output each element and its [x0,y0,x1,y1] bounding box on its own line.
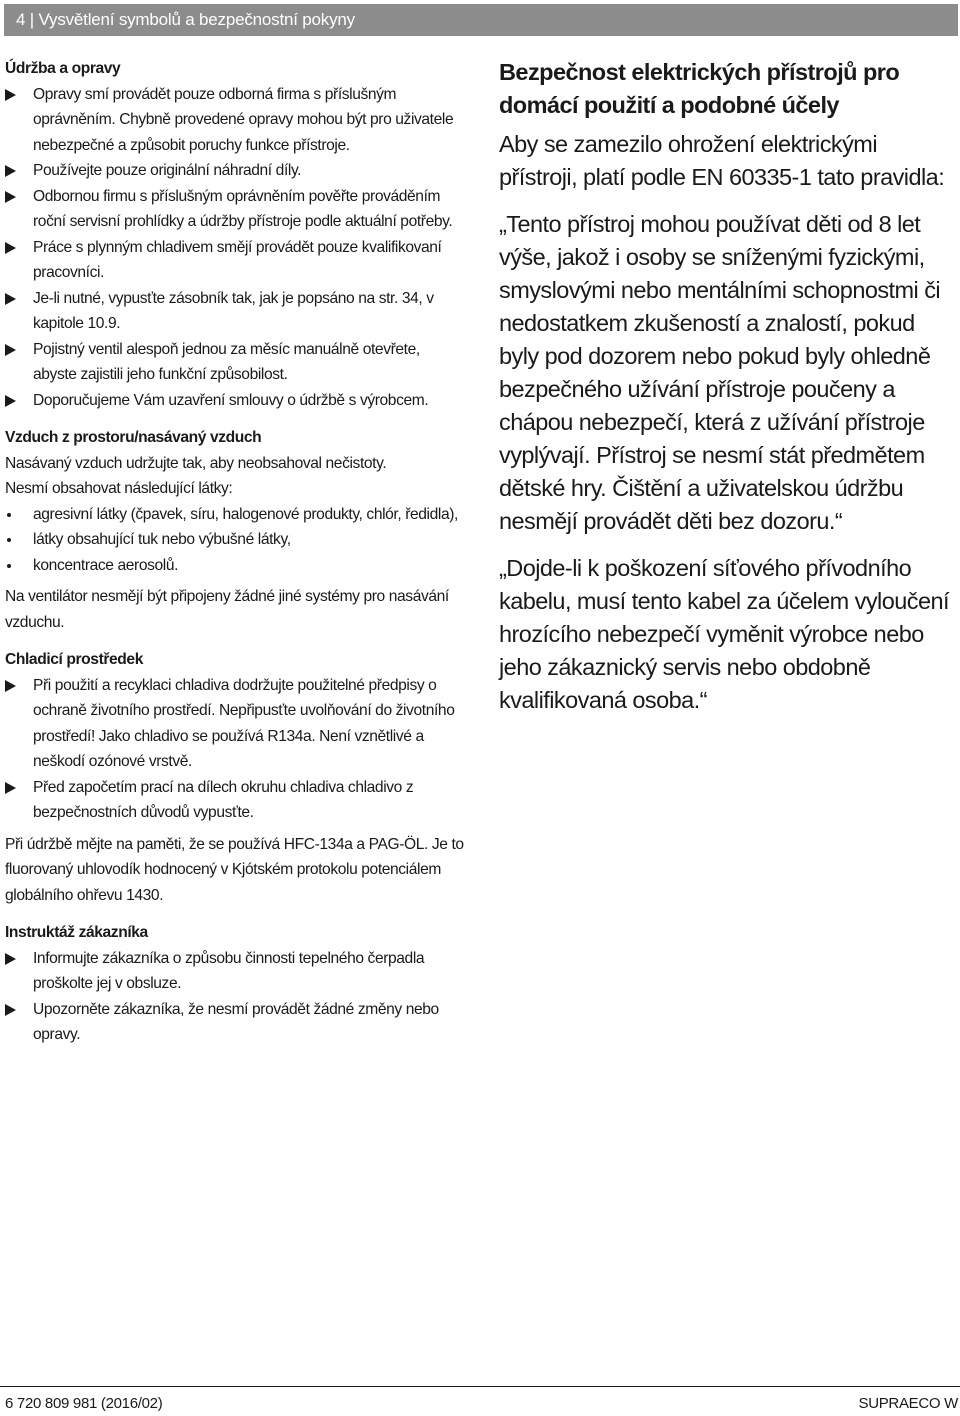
list-item [5,158,467,184]
paragraph: Při údržbě mějte na paměti, že se používá HFC-134a a PAG-ÖL. Je to fluorovaný uhlovodík hodnocený v Kjótském protokolu potenciálem globálního ohřevu 1430. [5,835,464,904]
list-item-text: Odbornou firmu s příslušným oprávněním pověřte prováděním roční servisní prohlídky a údržby přístroje podle aktuální potřeby. [33,187,453,230]
list-item [5,235,467,286]
arrow-bullet-icon [5,165,16,177]
list-item-text: Opravy smí provádět pouze odborná firma s příslušným oprávněním. Chybně provedené opravy mohou být pro uživatele nebezpečné a způsobit poruchy funkce přístroje. [33,85,454,154]
arrow-bullet-icon [5,344,16,356]
dot-bullet-icon [7,513,11,517]
list-item-text: Je-li nutné, vypusťte zásobník tak, jak je popsáno na str. 34, v kapitole 10.9. [33,289,434,332]
list-item [5,337,467,388]
list-item [5,82,467,159]
list-item-text: Pojistný ventil alespoň jednou za měsíc manuálně otevřete, abyste zajistili jeho funkční způsobilost. [33,340,420,383]
section-heading: Chladicí prostředek [5,651,143,668]
quote-paragraph: „Dojde-li k poškození síťového přívodního kabelu, musí tento kabel za účelem vyloučení hrozícího nebezpečí vyměnit výrobce nebo jeho zákaznický servis nebo obdobně kvalifikovaná osoba.“ [499,555,949,713]
section-heading: Bezpečnost elektrických přístrojů pro domácí použití a podobné účely [499,59,900,118]
list-item [5,286,467,337]
arrow-bullet-icon [5,680,16,692]
left-column [5,56,467,1060]
section-instruction [5,920,467,1048]
list-item-text: Používejte pouze originální náhradní díly. [33,162,302,179]
section-refrigerant [5,647,467,908]
list-item [5,946,467,997]
paragraph: Nesmí obsahovat následující látky: [5,480,233,497]
page-header-title: 4 | Vysvětlení symbolů a bezpečnostní pokyny [16,10,355,29]
list-item-text: koncentrace aerosolů. [33,556,179,574]
section-maintenance [5,56,467,413]
list-item [5,502,467,528]
section-heading: Instruktáž zákazníka [5,924,148,941]
list-item-text: agresivní látky (čpavek, síru, halogenové produkty, chlór, ředidla), [33,505,458,523]
list-item-text: Informujte zákazníka o způsobu činnosti tepelného čerpadla proškolte jej v obsluze. [33,949,425,992]
section-heading: Vzduch z prostoru/nasávaný vzduch [5,429,262,446]
list-item-text: Při použití a recyklaci chladiva dodržujte použitelné předpisy o ochraně životního prostředí. Nepřipusťte uvolňování do životního prostředí! Jako chladivo se používá R134a. Není vznětlivé a neškodí ozónové vrstvě. [33,676,455,770]
paragraph: Nasávaný vzduch udržujte tak, aby neobsahoval nečistoty. [5,454,387,472]
list-item-text: Práce s plynným chladivem smějí provádět pouze kvalifikovaní pracovníci. [33,238,442,281]
arrow-bullet-icon [5,191,16,203]
right-column [499,56,958,731]
list-item [5,388,467,414]
list-item [5,553,467,579]
arrow-bullet-icon [5,953,16,965]
list-item [5,184,467,235]
arrow-bullet-icon [5,293,16,305]
dot-bullet-icon [7,564,11,568]
document-number: 6 720 809 981 (2016/02) [5,1395,163,1412]
arrow-bullet-icon [5,1004,16,1016]
arrow-bullet-icon [5,395,16,407]
list-item [5,775,467,826]
list-item [5,673,467,775]
arrow-bullet-icon [5,89,16,101]
list-item-text: Upozorněte zákazníka, že nesmí provádět žádné změny nebo opravy. [33,1000,439,1043]
product-name: SUPRAECO W [858,1395,958,1412]
dot-bullet-icon [7,538,11,542]
arrow-bullet-icon [5,782,16,794]
arrow-bullet-icon [5,242,16,254]
list-item-text: Před započetím prací na dílech okruhu chladiva chladivo z bezpečnostních důvodů vypusťte. [33,778,414,821]
paragraph: Na ventilátor nesmějí být připojeny žádné jiné systémy pro nasávání vzduchu. [5,588,449,631]
list-item-text: Doporučujeme Vám uzavření smlouvy o údržbě s výrobcem. [33,391,429,409]
section-heading: Údržba a opravy [5,60,121,77]
page-footer [0,1386,960,1416]
section-air [5,425,467,635]
list-item-text: látky obsahující tuk nebo výbušné látky, [33,531,291,548]
page-header [4,4,958,36]
list-item [5,527,467,553]
quote-paragraph: „Tento přístroj mohou používat děti od 8 let výše, jakož i osoby se sníženými fyzickými, smyslovými nebo mentálními schopnostmi či nedostatkem zkušeností a znalostí, pokud byly pod dozorem nebo pokud byly ohledně bezpečného užívání přístroje poučeny a chápou nebezpečí, která z užívání přístroje vyplývají. Přístroj se nesmí stát předmětem dětské hry. Čištění a uživatelskou údržbu nesmějí provádět děti bez dozoru.“ [499,211,941,534]
list-item [5,997,467,1048]
paragraph: Aby se zamezilo ohrožení elektrickými přístroji, platí podle EN 60335-1 tato pravidla: [499,131,945,190]
